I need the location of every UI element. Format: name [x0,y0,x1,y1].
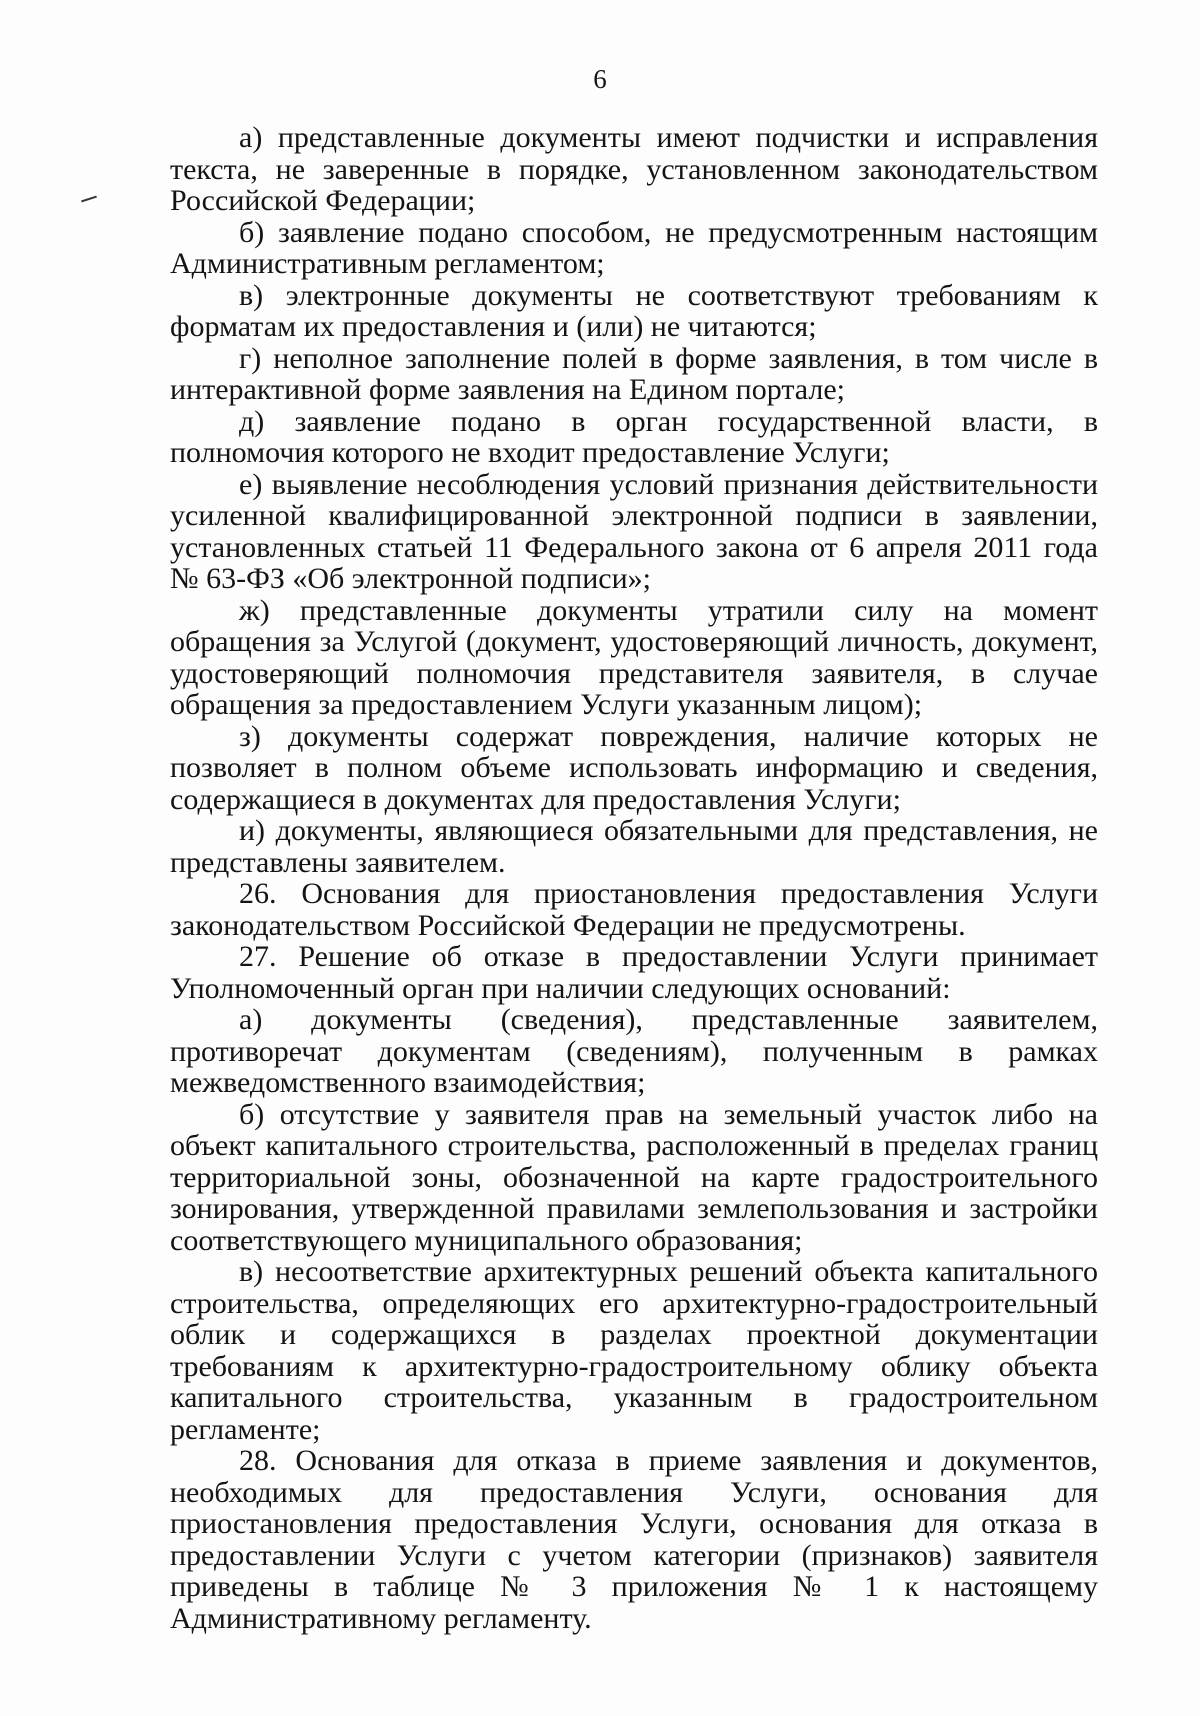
paragraph-i-missing-documents: и) документы, являющиеся обязательными для представления, не представлены заявителем. [170,814,1098,879]
scan-artifact-mark [81,196,97,203]
page-number: 6 [593,64,607,94]
paragraph-v-electronic-formats: в) электронные документы не соответствуют требованиям к форматам их предоставления и (или) не читаются; [170,278,1098,343]
paragraph-27v-architecture: в) несоответствие архитектурных решений объекта капитального строительства, определяющих его архитектурно-градостроительный облик и содержащихся в разделах проектной документации требованиям к архитектурно-градостроительному облику объекта капитального строительства, указанным в градостроительном регламенте; [170,1255,1098,1446]
paragraph-b-submission-method: б) заявление подано способом, не предусмотренным настоящим Административным регламентом; [170,215,1098,280]
document-body [170,122,1098,1634]
paragraph-26-suspension: 26. Основания для приостановления предоставления Услуги законодательством Российской Федерации не предусмотрены. [170,877,1098,942]
paragraph-zh-expired-documents: ж) представленные документы утратили силу на момент обращения за Услугой (документ, удостоверяющий личность, документ, удостоверяющий полномочия представителя заявителя, в случае обращения за предоставлением Услуги указанным лицом); [170,593,1098,721]
paragraph-g-incomplete-fields: г) неполное заполнение полей в форме заявления, в том числе в интерактивной форме заявления на Едином портале; [170,341,1098,406]
paragraph-27b-land-rights: б) отсутствие у заявителя прав на земельный участок либо на объект капитального строительства, расположенный в пределах границ территориальной зоны, обозначенной на карте градостроительного зонирования, утвержденной правилами землепользования и застройки соответствующего муниципального образования; [170,1097,1098,1257]
paragraph-z-damaged-documents: з) документы содержат повреждения, наличие которых не позволяет в полном объеме использовать информацию и сведения, содержащиеся в документах для предоставления Услуги; [170,719,1098,816]
paragraph-28-grounds-table: 28. Основания для отказа в приеме заявления и документов, необходимых для предоставления Услуги, основания для приостановления предоставления Услуги, основания для отказа в предоставлении Услуги с учетом категории (признаков) заявителя приведены в таблице № 3 приложения № 1 к настоящему Административному регламенту. [170,1444,1098,1635]
paragraph-e-signature-validity: е) выявление несоблюдения условий признания действительности усиленной квалифицированной электронной подписи в заявлении, установленных статьей 11 Федерального закона от 6 апреля 2011 года № 63-ФЗ «Об электронной подписи»; [170,467,1098,595]
paragraph-a-corrections: а) представленные документы имеют подчистки и исправления текста, не заверенные в порядке, установленном законодательством Российской Федерации; [170,121,1098,217]
paragraph-d-wrong-authority: д) заявление подано в орган государственной власти, в полномочия которого не входит предоставление Услуги; [170,404,1098,469]
paragraph-27-refusal-decision: 27. Решение об отказе в предоставлении Услуги принимает Уполномоченный орган при наличии следующих оснований: [170,940,1098,1005]
paragraph-27a-contradictions: а) документы (сведения), представленные заявителем, противоречат документам (сведениям), полученным в рамках межведомственного взаимодействия; [170,1003,1098,1099]
